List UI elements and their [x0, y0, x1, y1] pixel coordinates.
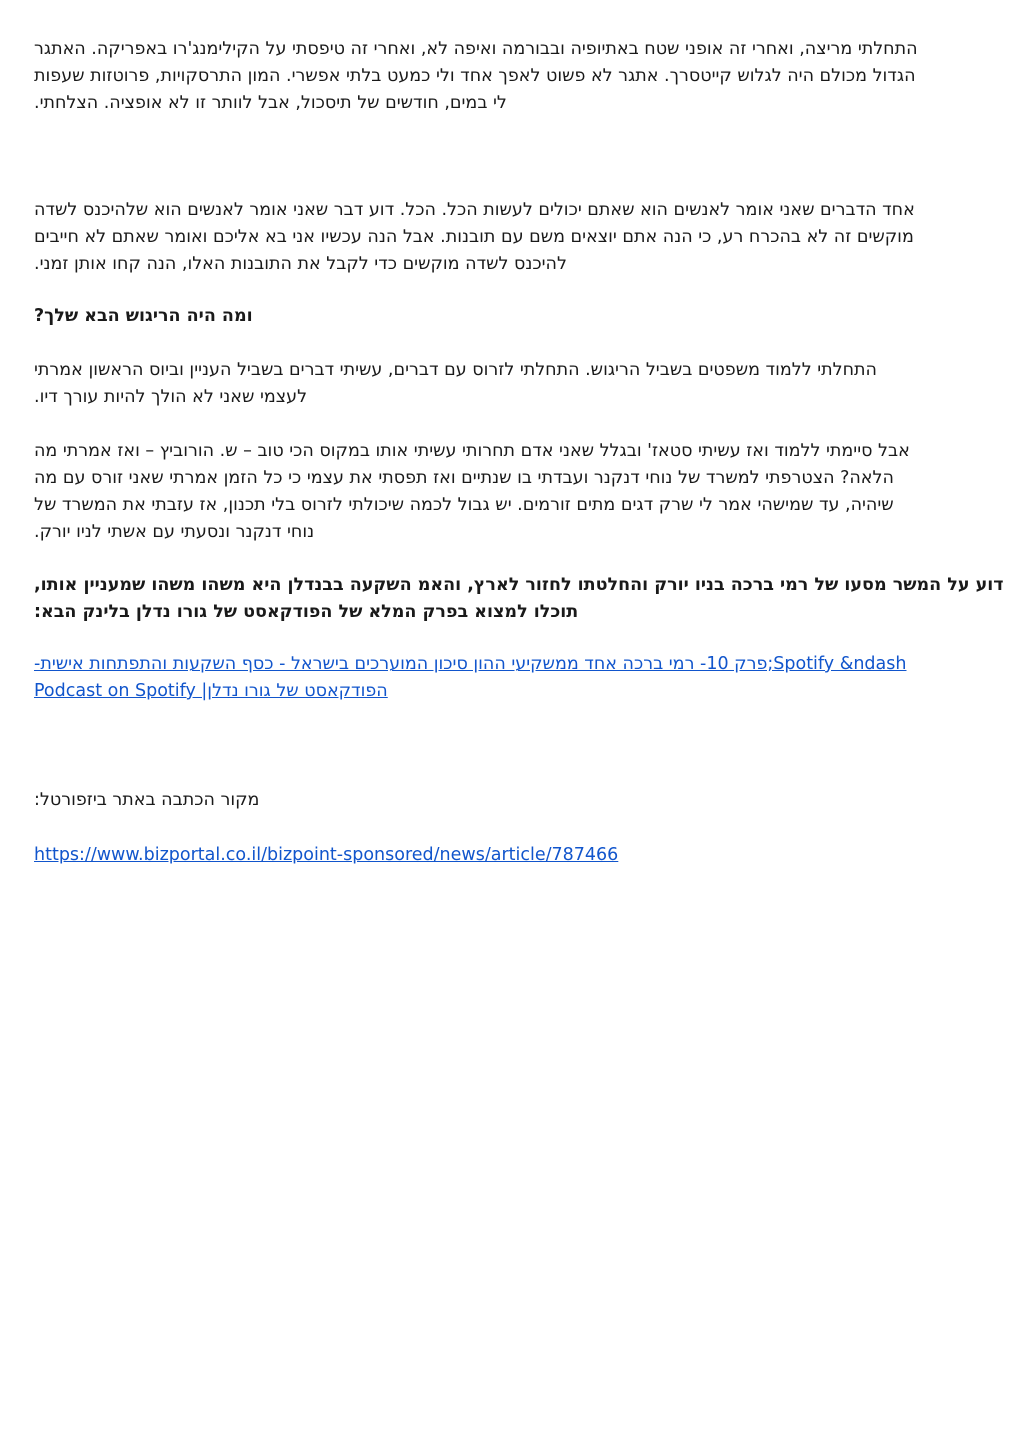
source-url-block — [34, 842, 618, 869]
text-line: תופעש תוזטורפ ,תויוקסרתה ןומה .ירשפא יתלב טעמכ ילו דחא ךפאל טושפ אל רגתא .ךרסטייק שולגל היה םלוכמ לודגה — [34, 66, 916, 86]
text-line: .יתחלצה .היצפוא אל וז רתוול לבא ,לוכסית לש םישדוח ,םימב יל — [34, 93, 507, 113]
paragraph-career — [34, 438, 910, 546]
text-line: הדשל סנכיהלש אוה םישנאל רמוא ינאש רבד עוד .לכה .לכה תושעל םילוכי םתאש אוה םישנאל רמוא ינאש םירבדה דחא — [34, 200, 915, 220]
text-line: .ויד ךרוע תויהל ךלוה אל ינאש ימצעל — [34, 387, 308, 407]
spotify-link-block — [34, 651, 906, 705]
spotify-podcast-link[interactable]: -תישיא תוחתפתהו תועקשה ףסכ - לארשיב םיכרעומה ןוכיס ןוהה יעיקשממ דחא הכרב ימר -10 קרפ;Spotify &ndash — [34, 654, 907, 674]
text-line: לש דרשמה תא יתבזע זא ,ןונכת ילב סורזל יתלוכיש המכל לובג שי .םימרוז םיתמ םיגד קרש יל רמא יהשימש דע ,היהיש — [34, 495, 894, 515]
text-line: יתרמא ןושארה סויבו ןיינעה ליבשב םירבד יתישע ,םירבד םע סורזל יתלחתה .שוגירה ליבשב םיטפשמ דומלל יתלחתה — [34, 360, 877, 380]
spotify-podcast-link[interactable]: Podcast on Spotify |ןלדנ ורוג לש טסאקדופה — [34, 681, 388, 701]
heading-text: ,ותוא ןיינעמש והשמ והשמ איה ןלדנבב העקשה מאהו ,ץראל רוזחל ותטלחהו קרוי וינב הכרב ימר לש ועסמ רשמה לע עוד — [34, 575, 1004, 595]
source-url-link[interactable]: https://www.bizportal.co.il/bizpoint-sponsored/news/article/787466 — [34, 845, 619, 865]
text-line: .קרוי וינל יתשא םע יתעסנו רנקנד יחונ — [34, 522, 315, 542]
heading-text: ?ךלש אבה שוגירה היה המו — [34, 306, 253, 326]
source-label-block — [34, 787, 259, 814]
podcast-heading — [34, 572, 1004, 626]
text-line: םיבייח אל םתאש רמואו םכילא אב ינא וישכע הנה לבא .תונבות םע םשמ םיאצוי םתא הנה יכ ,ער חרכהב אל הז םישקומ — [34, 227, 914, 247]
text-line: .ינמז ןתוא וחק הנה ,ולאה תונבותה תא לבקל ידכ םישקומ הדשל סנכיהל — [34, 254, 567, 274]
text-line: המ יתרמא זאו – ץיבורוה .ש – בוט יכה סוקמב ותוא יתישע יתורחת םדא ינאש ללגבו 'זאטס יתישע זאו דומלל יתמייס לבא — [34, 441, 910, 461]
heading-text: :אבה קנילב ןלדנ ורוג לש טסאקדופה לש אלמה קרפב אוצמל ולכות — [34, 602, 579, 622]
paragraph-law-studies — [34, 357, 877, 411]
source-label: :לטרופזיב רתאב הבתכה רוקמ — [34, 790, 260, 810]
text-line: רגתאה .הקירפאב ור'גנמיליקה לע יתספיט הז ירחאו ,אל הפיאו המרובבו היפויתאב חטש ינפוא הז ירחאו ,הצירמ יתלחתה — [34, 39, 918, 59]
text-line: המ םע סרוז ינאש יתרמא ןמזה לכ יכ ימצע תא יתספת זאו םייתנש וב יתדבעו רנקנד יחונ לש דרשמל יתפרטצה ?האלה — [34, 468, 894, 488]
paragraph-intro — [34, 36, 918, 117]
paragraph-advice — [34, 197, 915, 278]
section-heading — [34, 303, 253, 330]
